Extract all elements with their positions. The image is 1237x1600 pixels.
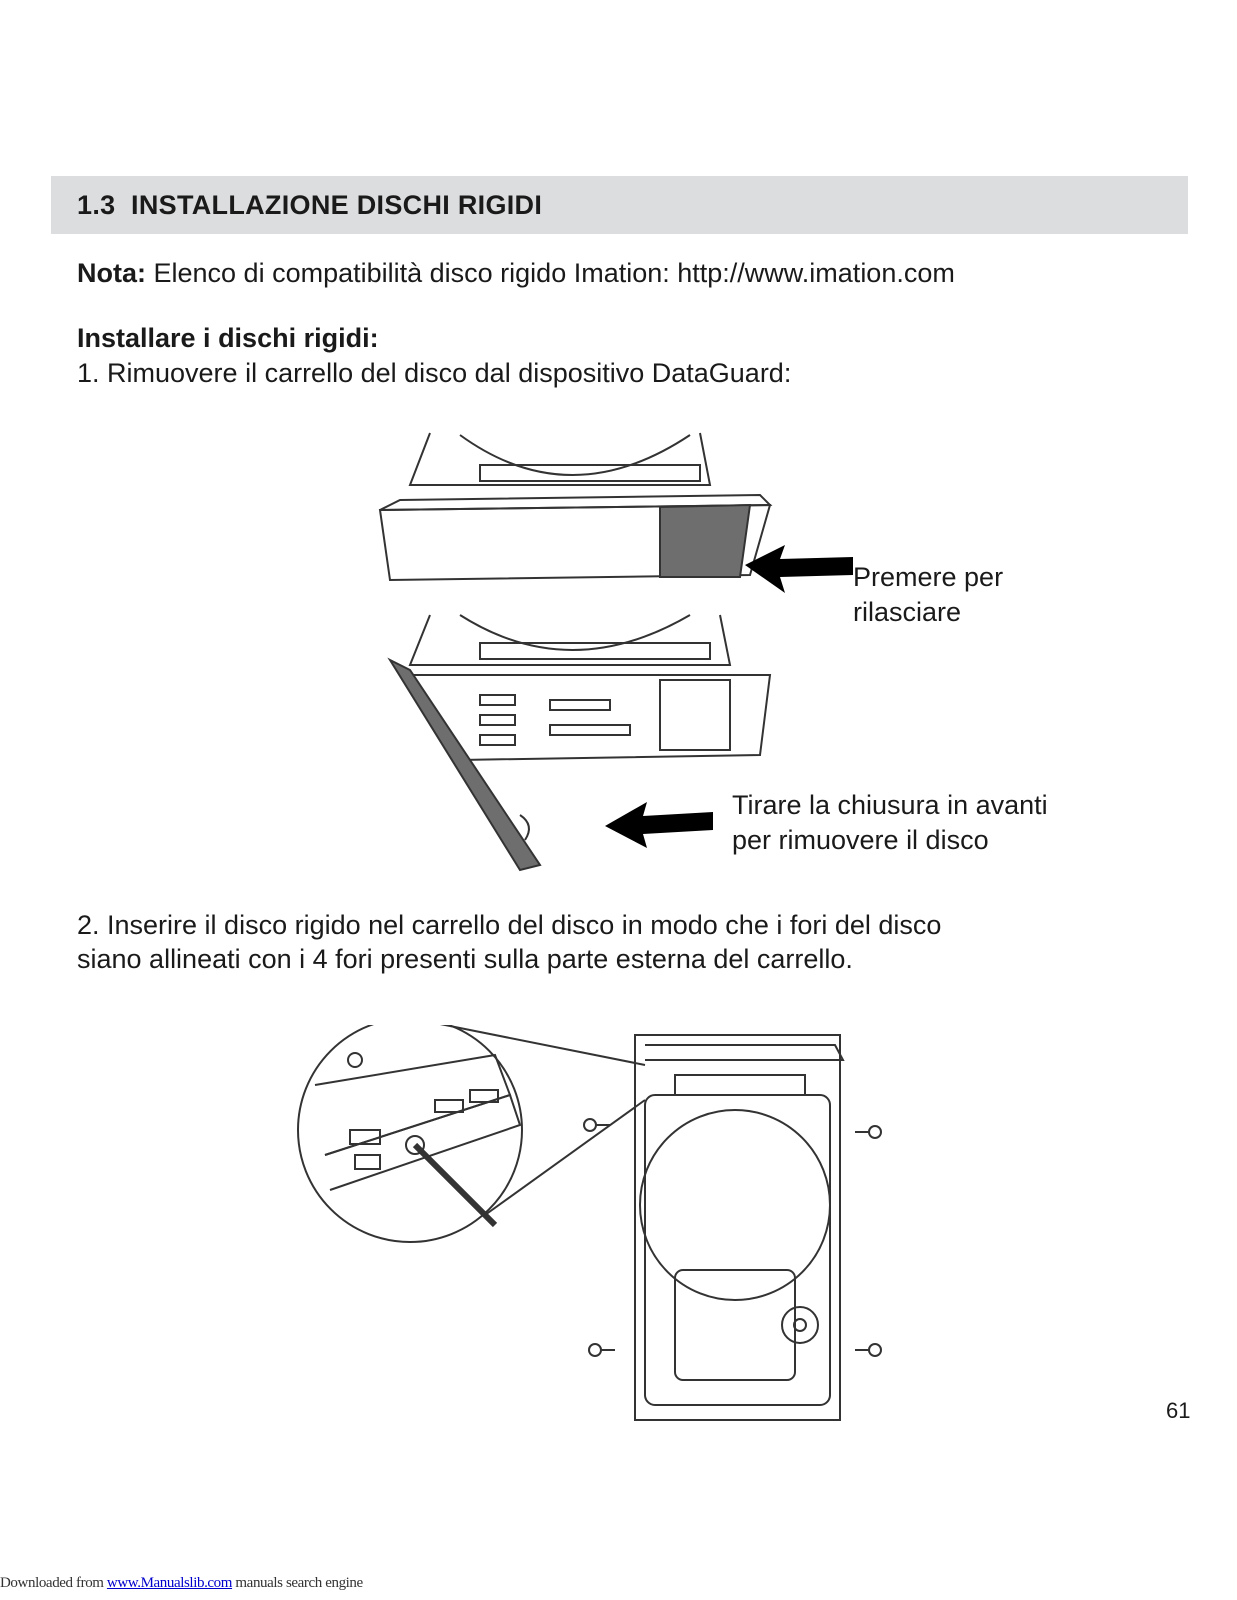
pull-callout-line-2: per rimuovere il disco <box>732 825 989 855</box>
pull-callout-line-1: Tirare la chiusura in avanti <box>732 790 1048 820</box>
step-2-text-line-2: siano allineati con i 4 fori presenti sulla parte esterna del carrello. <box>77 944 853 974</box>
page-number: 61 <box>1166 1398 1191 1423</box>
section-title <box>77 190 542 221</box>
hard-disk-pcb <box>675 1270 795 1380</box>
screw-top-left-icon <box>584 1119 610 1131</box>
lower-tray-slot-1 <box>480 695 515 705</box>
subheading: Installare i dischi rigidi: <box>77 323 379 353</box>
lower-tray-slot-5 <box>550 725 630 735</box>
screw-bottom-left-icon <box>589 1344 615 1356</box>
manualslib-link[interactable]: www.Manualslib.com <box>106 1575 233 1591</box>
press-arrow-icon <box>745 545 855 595</box>
footer-prefix: Downloaded from <box>0 1575 107 1591</box>
pull-arrow-icon <box>605 800 715 850</box>
disk-insertion-illustration <box>295 1025 935 1425</box>
upper-tray-latch <box>660 505 750 577</box>
drive-connector <box>675 1075 805 1095</box>
detail-magnifier <box>298 1025 522 1242</box>
drive-tray-outline <box>635 1035 840 1420</box>
lower-tray-open-latch <box>390 660 540 870</box>
magnified-top-screw <box>348 1053 362 1067</box>
section-number: 1.3 <box>77 190 116 220</box>
step-1-text: 1. Rimuovere il carrello del disco dal dispositivo DataGuard: <box>77 358 792 388</box>
note-label: Nota: <box>77 258 146 288</box>
lower-tray-latch-housing <box>660 680 730 750</box>
lower-tray-slot-2 <box>480 715 515 725</box>
lower-tray-connector <box>480 643 710 659</box>
screw-top-right-icon <box>855 1126 881 1138</box>
lower-tray-body <box>410 675 770 760</box>
magnified-slot-2 <box>355 1155 380 1169</box>
screwdriver-shaft <box>415 1145 495 1225</box>
section-title-text: INSTALLAZIONE DISCHI RIGIDI <box>131 190 543 220</box>
note-paragraph <box>77 258 955 289</box>
magnifier-line-top <box>410 1025 645 1065</box>
press-release-callout <box>853 560 1003 630</box>
hard-disk-spindle <box>782 1307 818 1343</box>
footer-suffix: manuals search engine <box>232 1575 363 1591</box>
upper-tray-connector <box>480 465 700 481</box>
screw-bottom-right-icon <box>855 1344 881 1356</box>
lower-tray-slot-3 <box>480 735 515 745</box>
pull-latch-callout <box>732 788 1048 858</box>
magnifier-line-bottom <box>485 1100 645 1215</box>
tray-removal-illustration <box>370 425 790 905</box>
press-callout-line-1: Premere per <box>853 562 1004 592</box>
upper-tray-frame <box>410 433 710 485</box>
lower-tray-arc <box>460 615 690 650</box>
hard-disk-body <box>645 1095 830 1405</box>
magnified-tray-lower <box>325 1095 520 1190</box>
drive-tray-top-rail <box>645 1045 843 1060</box>
upper-tray-arc <box>460 435 690 475</box>
download-footer <box>0 1575 363 1592</box>
lower-tray-frame <box>410 615 730 665</box>
magnified-slot-3 <box>435 1100 463 1112</box>
step-2-text-line-1: 2. Inserire il disco rigido nel carrello del disco in modo che i fori del disco <box>77 910 942 940</box>
press-callout-line-2: rilasciare <box>853 597 962 627</box>
lower-tray-slot-4 <box>550 700 610 710</box>
hard-disk-platter <box>640 1110 830 1300</box>
note-text: Elenco di compatibilità disco rigido Imation: http://www.imation.com <box>146 258 955 288</box>
